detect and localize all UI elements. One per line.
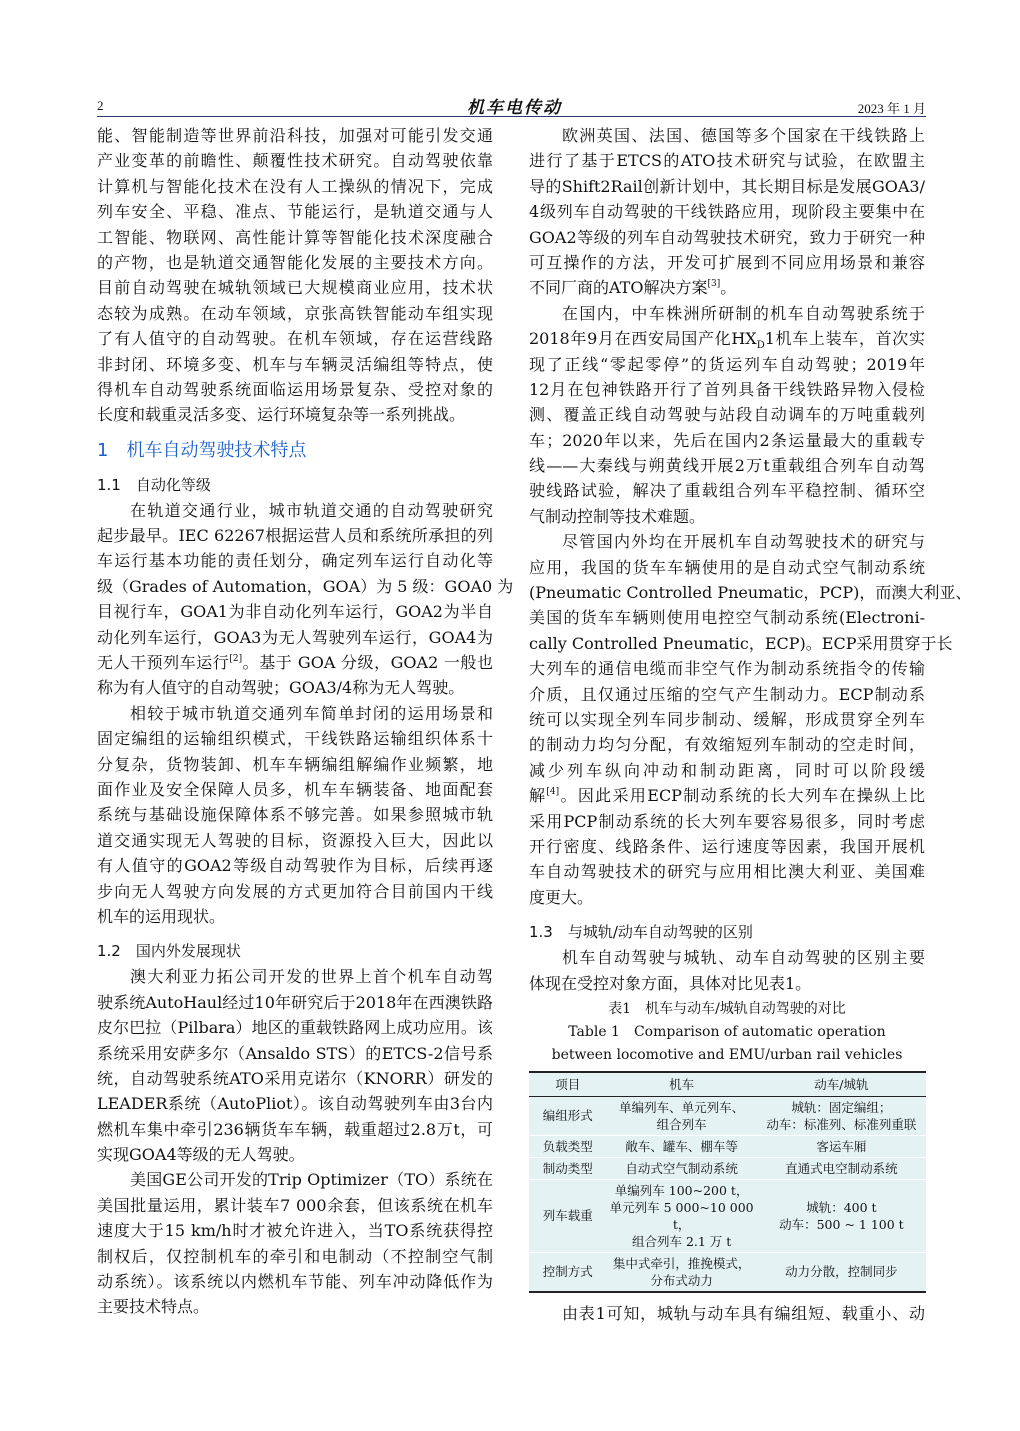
left-column <box>97 123 514 1320</box>
table-cell: 动力分散，控制同步 <box>757 1252 926 1292</box>
text-line: 了有人值守的自动驾驶。在机车领域，存在运营线路 <box>97 329 493 349</box>
text-line: 可互操作的方法，开发可扩展到不同应用场景和兼容 <box>529 252 925 272</box>
text-line: 驶线路试验，解决了重载组合列车平稳控制、循环空 <box>529 481 925 501</box>
page-number: 2 <box>97 98 104 113</box>
table-caption-en: between locomotive and EMU/urban rail vehicles <box>551 1046 903 1063</box>
text-line: 分复杂，货物装卸、机车车辆编组解编作业频繁，地 <box>97 754 493 774</box>
text-line: 澳大利亚力拓公司开发的世界上首个机车自动驾 <box>130 967 493 987</box>
text-line <box>529 326 925 351</box>
text-line: 车自动驾驶技术的研究与应用相比澳大利亚、美国难 <box>529 862 925 882</box>
text-line: 美国GE公司开发的Trip Optimizer（TO）系统在 <box>130 1170 493 1190</box>
table-caption-en: Table 1 Comparison of automatic operation <box>568 1023 886 1040</box>
text-line: 实现GOA4等级的无人驾驶。 <box>97 1145 305 1165</box>
text-line: 面作业及安全保障人员多，机车车辆装备、地面配套 <box>97 779 493 799</box>
issue-date: 2023 年 1 月 <box>857 101 926 116</box>
text-span: 。基于 GOA 分级，GOA2 一般也 <box>242 653 493 673</box>
text-line: 目前自动驾驶在城轨领域已大规模商业应用，技术状 <box>97 278 493 298</box>
text-line: 燃机车集中牵引236辆货车车辆，载重超过2.8万t，可 <box>97 1119 493 1139</box>
text-span: 不同厂商的ATO解决方案 <box>529 278 708 298</box>
text-line: 的产物，也是轨道交通智能化发展的主要技术方向。 <box>97 252 493 272</box>
text-line: 导的Shift2Rail创新计划中，其长期目标是发展GOA3/ <box>529 176 925 196</box>
table-cell: 客运车厢 <box>757 1135 926 1157</box>
table-cell: 单编列车 100~200 t， 单元列车 5 000~10 000 t， 组合列车 2.1 万 t <box>606 1179 756 1252</box>
text-line: 尽管国内外均在开展机车自动驾驶技术的研究与 <box>562 532 925 552</box>
text-span: 无人干预列车运行 <box>97 653 230 673</box>
subsection-heading: 1.3 与城轨/动车自动驾驶的区别 <box>529 923 753 942</box>
text-line: 能、智能制造等世界前沿科技，加强对可能引发交通 <box>97 126 493 145</box>
text-line: 线——大秦线与朔黄线开展2万t重载组合列车自动驾 <box>529 456 925 476</box>
text-line: cally Controlled Pneumatic，ECP)。ECP采用贯穿于长 <box>529 633 953 653</box>
running-header <box>97 96 926 117</box>
text-line: 减少列车纵向冲动和制动距离，同时可以阶段缓 <box>529 760 925 780</box>
text-line <box>529 783 925 808</box>
text-line: 动系统）。该系统以内燃机车节能、列车冲动降低作为 <box>97 1272 493 1292</box>
journal-logo: 机车电传动 <box>467 98 562 118</box>
table-cell: 单编列车、单元列车、 组合列车 <box>606 1096 756 1135</box>
table-row <box>529 1179 926 1252</box>
table-cell: 自动式空气制动系统 <box>606 1157 756 1179</box>
table-cell: 控制方式 <box>529 1252 606 1292</box>
text-line: (Pneumatic Controlled Pneumatic，PCP)，而澳大利亚、 <box>529 583 972 603</box>
text-line: 得机车自动驾驶系统面临运用场景复杂、受控对象的 <box>97 379 493 399</box>
text-line: 测、覆盖正线自动驾驶与站段自动调车的万吨重载列 <box>529 405 925 425</box>
text-line: 驶系统AutoHaul经过10年研究后于2018年在西澳铁路 <box>97 992 493 1012</box>
text-line: 计算机与智能化技术在没有人工操纵的情况下，完成 <box>97 176 493 196</box>
text-line: 由表1可知，城轨与动车具有编组短、载重小、动 <box>562 1303 925 1323</box>
text-line: 固定编组的运输组织模式，干线铁路运输组织体系十 <box>97 729 493 749</box>
paragraph <box>529 123 925 301</box>
text-line: 步向无人驾驶方向发展的方式更加符合目前国内干线 <box>97 881 493 901</box>
table-cell: 敞车、罐车、棚车等 <box>606 1135 756 1157</box>
paragraph <box>97 123 493 428</box>
text-line: 统可以实现全列车同步制动、缓解，形成贯穿全列车 <box>529 709 925 729</box>
text-line: 相较于城市轨道交通列车简单封闭的运用场景和 <box>130 703 493 723</box>
table-cell: 直通式电空制动系统 <box>757 1157 926 1179</box>
text-span: 2018年9月在西安局国产化HX <box>529 329 757 349</box>
table-row <box>529 1096 926 1135</box>
text-line: 的制动力均匀分配，有效缩短列车制动的空走时间， <box>529 735 925 755</box>
text-line: 介质，且仅通过压缩的空气产生制动力。ECP制动系 <box>529 684 925 704</box>
citation-ref: [3] <box>707 279 721 290</box>
text-line: GOA2等级的列车自动驾驶技术研究，致力于研究一种 <box>529 227 925 247</box>
paragraph <box>529 945 925 996</box>
text-line: 称为有人值守的自动驾驶；GOA3/4称为无人驾驶。 <box>97 678 465 698</box>
text-line: 长度和载重灵活多变、运行环境复杂等一系列挑战。 <box>97 405 466 425</box>
text-line: 目视行车，GOA1为非自动化列车运行，GOA2为半自 <box>97 602 493 622</box>
text-line: 级（Grades of Automation，GOA）为 5 级：GOA0 为 <box>97 576 514 596</box>
header-cell: 机车 <box>606 1072 756 1097</box>
text-line: 主要技术特点。 <box>97 1297 210 1317</box>
text-line: 动化列车运行，GOA3为无人驾驶列车运行，GOA4为 <box>97 627 493 647</box>
text-line: 开行密度、线路条件、运行速度等因素，我国开展机 <box>529 836 925 856</box>
text-line: 12月在包神铁路开行了首列具备干线铁路异物入侵检 <box>529 379 925 399</box>
paragraph <box>97 701 493 930</box>
text-line: 速度大于15 km/h时才被允许进入，当TO系统获得控 <box>97 1221 493 1241</box>
comparison-table <box>529 1071 926 1293</box>
table-cell: 编组形式 <box>529 1096 606 1135</box>
text-line: 美国批量运用，累计装车7 000余套，但该系统在机车 <box>97 1195 493 1215</box>
text-line: 在轨道交通行业，城市轨道交通的自动驾驶研究 <box>130 500 493 520</box>
text-line: 美国的货车车辆则使用电控空气制动系统(Electroni- <box>529 608 925 628</box>
text-line: 采用PCP制动系统的长大列车要容易很多，同时考虑 <box>529 811 925 831</box>
header-cell: 项目 <box>529 1072 606 1097</box>
table-cell: 城轨：固定编组； 动车：标准列、标准列重联 <box>757 1096 926 1135</box>
citation-ref: [4] <box>546 787 560 798</box>
text-line: 度更大。 <box>529 887 594 907</box>
text-line: 在国内，中车株洲所研制的机车自动驾驶系统于 <box>562 303 925 323</box>
text-span: 解 <box>529 786 547 806</box>
text-line: 非封闭、环境多变、机车与车辆灵活编组等特点，使 <box>97 354 493 374</box>
text-line: 制权后，仅控制机车的牵引和电制动（不控制空气制 <box>97 1246 493 1266</box>
text-span: 1机车上装车，首次实 <box>764 329 925 349</box>
table-caption-cn: 表1 机车与动车/城轨自动驾驶的对比 <box>608 1000 846 1017</box>
text-line: 起步最早。IEC 62267根据运营人员和系统所承担的列 <box>97 526 493 546</box>
table-cell: 制动类型 <box>529 1157 606 1179</box>
text-line: 4级列车自动驾驶的干线铁路应用，现阶段主要集中在 <box>529 202 925 222</box>
subscript: D <box>756 340 765 352</box>
right-column <box>529 123 972 1326</box>
text-line: LEADER系统（AutoPliot）。该自动驾驶列车由3台内 <box>97 1094 493 1114</box>
text-line: 态较为成熟。在动车领域，京张高铁智能动车组实现 <box>97 303 493 323</box>
text-line: 机车的运用现状。 <box>97 906 226 926</box>
table-cell: 集中式牵引，推挽模式， 分布式动力 <box>606 1252 756 1292</box>
text-line <box>97 650 493 675</box>
subsection-heading: 1.1 自动化等级 <box>97 475 211 494</box>
text-span: 。因此采用ECP制动系统的长大列车在操纵上比 <box>559 786 925 806</box>
paragraph <box>97 1167 493 1319</box>
table-cell: 列车载重 <box>529 1179 606 1252</box>
text-line: 车运行基本功能的责任划分，确定列车运行自动化等 <box>97 551 493 571</box>
text-line: 应用，我国的货车车辆使用的是自动式空气制动系统 <box>529 557 925 577</box>
text-line: 大列车的通信电缆而非空气作为制动系统指令的传输 <box>529 659 925 679</box>
text-line: 现了正线“零起零停”的货运列车自动驾驶；2019年 <box>529 354 925 374</box>
table-header-row <box>529 1072 926 1097</box>
text-line: 有人值守的GOA2等级自动驾驶作为目标，后续再逐 <box>97 856 493 876</box>
text-line: 系统采用安萨多尔（Ansaldo STS）的ETCS-2信号系 <box>97 1043 493 1063</box>
citation-ref: [2] <box>229 654 243 665</box>
table-row <box>529 1252 926 1292</box>
text-span: 。 <box>720 278 737 298</box>
header-cell: 动车/城轨 <box>757 1072 926 1097</box>
text-line: 皮尔巴拉（Pilbara）地区的重载铁路网上成功应用。该 <box>97 1018 493 1038</box>
table-row <box>529 1135 926 1157</box>
table-row <box>529 1157 926 1179</box>
text-line: 列车安全、平稳、准点、节能运行，是轨道交通与人 <box>97 202 493 222</box>
text-line: 车；2020年以来，先后在国内2条运量最大的重载专 <box>529 430 925 450</box>
text-line <box>529 275 925 300</box>
table-1 <box>529 998 925 1293</box>
table-cell: 负载类型 <box>529 1135 606 1157</box>
text-line: 机车自动驾驶与城轨、动车自动驾驶的区别主要 <box>562 948 925 968</box>
section-heading: 1 机车自动驾驶技术特点 <box>97 439 307 461</box>
paragraph <box>529 529 972 910</box>
text-line: 体现在受控对象方面，具体对比见表1。 <box>529 973 812 993</box>
paragraph <box>97 964 493 1167</box>
paragraph <box>97 498 514 701</box>
paragraph <box>529 301 925 530</box>
text-line: 道交通实现无人驾驶的目标，资源投入巨大，因此以 <box>97 830 493 850</box>
text-line: 工智能、物联网、高性能计算等智能化技术深度融合 <box>97 227 493 247</box>
text-line: 进行了基于ETCS的ATO技术研究与试验，在欧盟主 <box>529 151 925 171</box>
text-line: 统，自动驾驶系统ATO采用克诺尔（KNORR）研发的 <box>97 1068 493 1088</box>
text-line: 产业变革的前瞻性、颠覆性技术研究。自动驾驶依靠 <box>97 151 493 171</box>
subsection-heading: 1.2 国内外发展现状 <box>97 942 241 961</box>
text-line: 欧洲英国、法国、德国等多个国家在干线铁路上 <box>562 126 925 145</box>
table-cell: 城轨：400 t 动车：500 ~ 1 100 t <box>757 1179 926 1252</box>
paragraph <box>529 1301 925 1326</box>
text-line: 气制动控制等技术难题。 <box>529 506 706 526</box>
text-line: 系统与基础设施保障体系不够完善。如果参照城市轨 <box>97 805 493 825</box>
